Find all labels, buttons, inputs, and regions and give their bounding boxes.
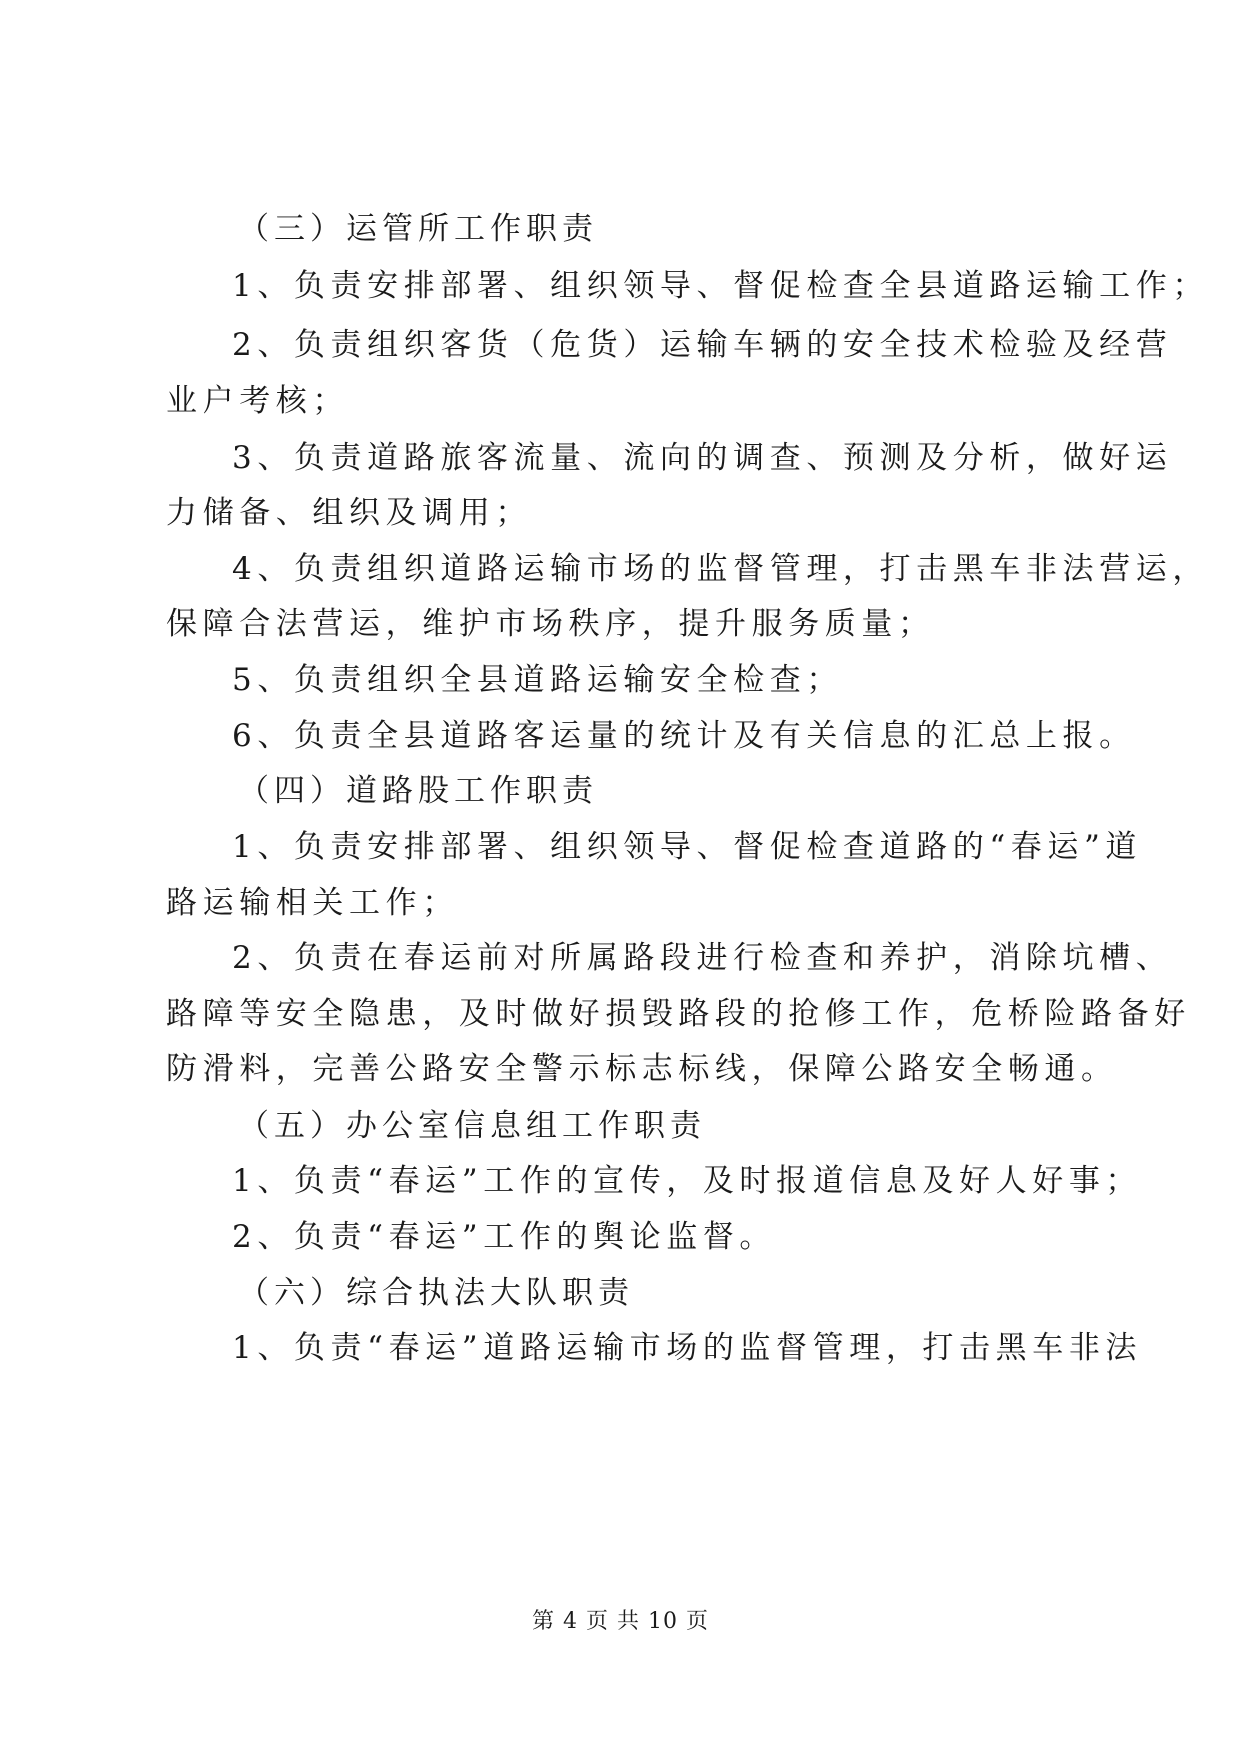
paragraph-line: 3、负责道路旅客流量、流向的调查、预测及分析，做好运 [232,440,1173,476]
section-heading-4: （四）道路股工作职责 [238,773,598,809]
paragraph-line: 1、负责“春运”道路运输市场的监督管理，打击黑车非法 [232,1330,1143,1366]
section-heading-3: （三）运管所工作职责 [238,211,598,247]
paragraph-line: 1、负责“春运”工作的宣传，及时报道信息及好人好事； [232,1163,1143,1199]
section-heading-5: （五）办公室信息组工作职责 [238,1108,706,1144]
paragraph-line: 路障等安全隐患，及时做好损毁路段的抢修工作，危桥险路备好 [166,996,1191,1032]
paragraph-line: 路运输相关工作； [166,885,459,921]
paragraph-line: 防滑料，完善公路安全警示标志标线，保障公路安全畅通。 [166,1051,1118,1087]
paragraph-line: 2、负责“春运”工作的舆论监督。 [232,1219,777,1255]
paragraph-line: 4、负责组织道路运输市场的监督管理，打击黑车非法营运， [232,551,1209,587]
page-number-footer: 第 4 页 共 10 页 [532,1609,709,1634]
paragraph-line: 2、负责在春运前对所属路段进行检查和养护，消除坑槽、 [232,940,1173,976]
paragraph-line: 1、负责安排部署、组织领导、督促检查道路的“春运”道 [232,829,1143,865]
paragraph-line: 1、负责安排部署、组织领导、督促检查全县道路运输工作； [232,268,1209,304]
paragraph-line: 6、负责全县道路客运量的统计及有关信息的汇总上报。 [232,718,1136,754]
paragraph-line: 保障合法营运，维护市场秩序，提升服务质量； [166,606,935,642]
paragraph-line: 5、负责组织全县道路运输安全检查； [232,662,843,698]
paragraph-line: 业户考核； [166,383,349,419]
paragraph-line: 力储备、组织及调用； [166,495,532,531]
section-heading-6: （六）综合执法大队职责 [238,1275,634,1311]
paragraph-line: 2、负责组织客货（危货）运输车辆的安全技术检验及经营 [232,327,1173,363]
